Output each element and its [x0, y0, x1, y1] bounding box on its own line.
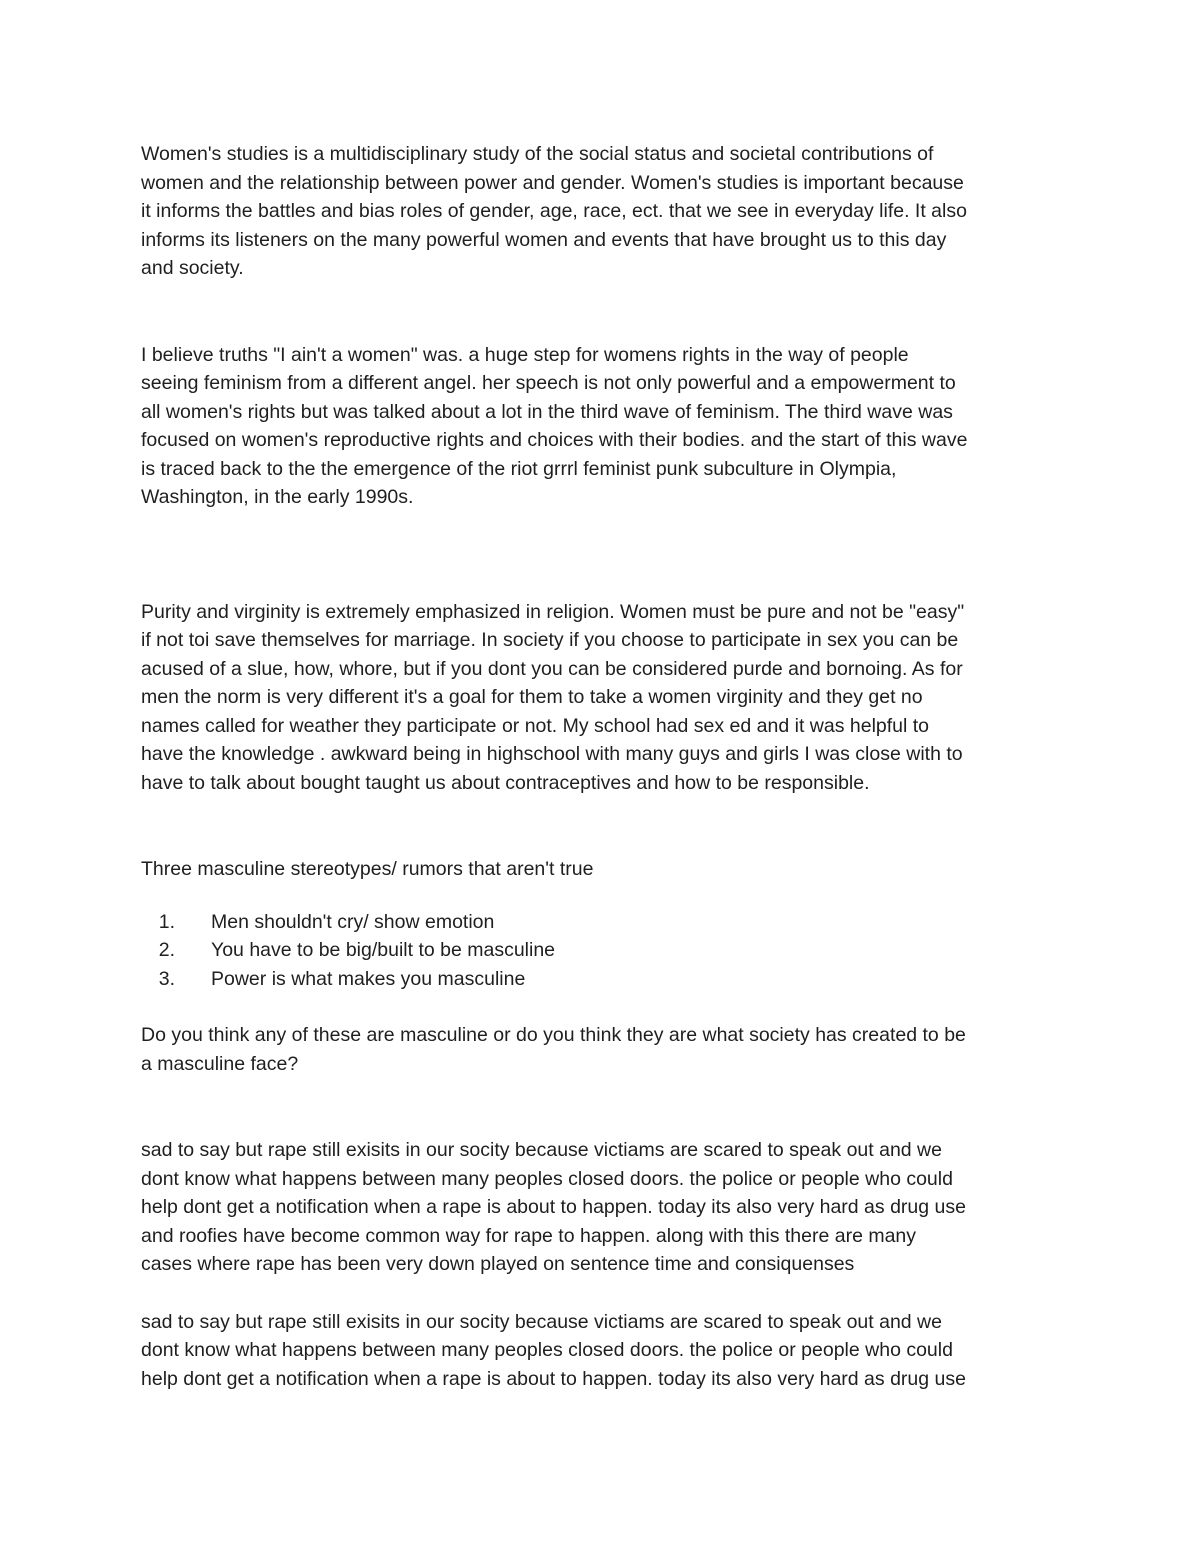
text-line: cases where rape has been very down played on sentence time and consiquenses	[141, 1253, 855, 1275]
text-line: is traced back to the the emergence of the riot grrrl feminist punk subculture in Olympia,	[141, 457, 897, 480]
text-line: dont know what happens between many peoples closed doors. the police or people who could	[141, 1339, 953, 1361]
paragraph-spacer	[141, 1078, 1071, 1136]
list-item	[141, 908, 1071, 937]
text-line: it informs the battles and bias roles of gender, age, race, ect. that we see in everyday life. It also	[141, 200, 967, 222]
paragraph-question	[141, 1021, 1071, 1078]
paragraph-womens-studies	[141, 140, 1071, 283]
stereotypes-list	[141, 908, 1071, 994]
paragraph-rape-2	[141, 1308, 1071, 1394]
paragraph-stereotypes-heading	[141, 855, 1071, 884]
text-line: all women's rights but was talked about a lot in the third wave of feminism. The third wave was	[141, 400, 953, 423]
list-item-number: 2.	[158, 939, 175, 961]
text-line: dont know what happens between many peoples closed doors. the police or people who could	[141, 1167, 953, 1190]
list-item	[141, 936, 1071, 965]
paragraph-spacer	[141, 512, 1071, 598]
text-line: help dont get a notification when a rape is about to happen. today its also very hard as drug use	[141, 1367, 966, 1390]
text-line: Women's studies is a multidisciplinary study of the social status and societal contributions of	[141, 143, 934, 165]
text-line: acused of a slue, how, whore, but if you dont you can be considered purde and bornoing. As for	[141, 657, 963, 680]
text-line: Do you think any of these are masculine or do you think they are what society has created to be	[141, 1024, 966, 1046]
text-line: women and the relationship between power and gender. Women's studies is important because	[141, 171, 964, 194]
text-line: Washington, in the early 1990s.	[141, 486, 414, 508]
paragraph-spacer	[141, 1279, 1071, 1308]
text-line: if not toi save themselves for marriage. In society if you choose to participate in sex you can be	[141, 629, 959, 651]
text-line: a masculine face?	[141, 1052, 299, 1075]
document-body	[141, 140, 1071, 1393]
list-item	[141, 965, 1071, 994]
list-item-number: 3.	[158, 967, 175, 990]
text-line: I believe truths "I ain't a women" was. a huge step for womens rights in the way of people	[141, 343, 909, 366]
paragraph-spacer	[141, 283, 1071, 341]
paragraph-rape-1	[141, 1136, 1071, 1279]
paragraph-spacer	[141, 993, 1071, 1021]
text-line: Three masculine stereotypes/ rumors that aren't true	[141, 858, 594, 880]
text-line: have the knowledge . awkward being in highschool with many guys and girls I was close with to	[141, 743, 963, 765]
text-line: and society.	[141, 257, 244, 279]
list-item-text: Men shouldn't cry/ show emotion	[211, 910, 495, 933]
text-line: sad to say but rape still exisits in our socity because victiams are scared to speak out and we	[141, 1310, 942, 1333]
text-line: names called for weather they participate or not. My school had sex ed and it was helpful to	[141, 714, 930, 737]
text-line: help dont get a notification when a rape is about to happen. today its also very hard as drug use	[141, 1196, 966, 1218]
paragraph-spacer	[141, 797, 1071, 855]
paragraph-spacer	[141, 884, 1071, 908]
paragraph-purity	[141, 598, 1071, 798]
text-line: and roofies have become common way for rape to happen. along with this there are many	[141, 1224, 917, 1247]
text-line: have to talk about bought taught us about contraceptives and how to be responsible.	[141, 771, 870, 794]
list-item-number: 1.	[158, 910, 175, 933]
list-item-text: You have to be big/built to be masculine	[211, 939, 556, 961]
text-line: sad to say but rape still exisits in our socity because victiams are scared to speak out and we	[141, 1139, 942, 1161]
text-line: focused on women's reproductive rights and choices with their bodies. and the start of this wave	[141, 429, 968, 451]
text-line: Purity and virginity is extremely emphasized in religion. Women must be pure and not be "easy"	[141, 600, 965, 623]
text-line: informs its listeners on the many powerful women and events that have brought us to this day	[141, 228, 947, 251]
paragraph-aint-a-woman	[141, 341, 1071, 512]
text-line: seeing feminism from a different angel. her speech is not only powerful and a empowerment to	[141, 372, 956, 394]
text-line: men the norm is very different it's a goal for them to take a women virginity and they get no	[141, 686, 923, 708]
list-item-text: Power is what makes you masculine	[211, 967, 526, 990]
